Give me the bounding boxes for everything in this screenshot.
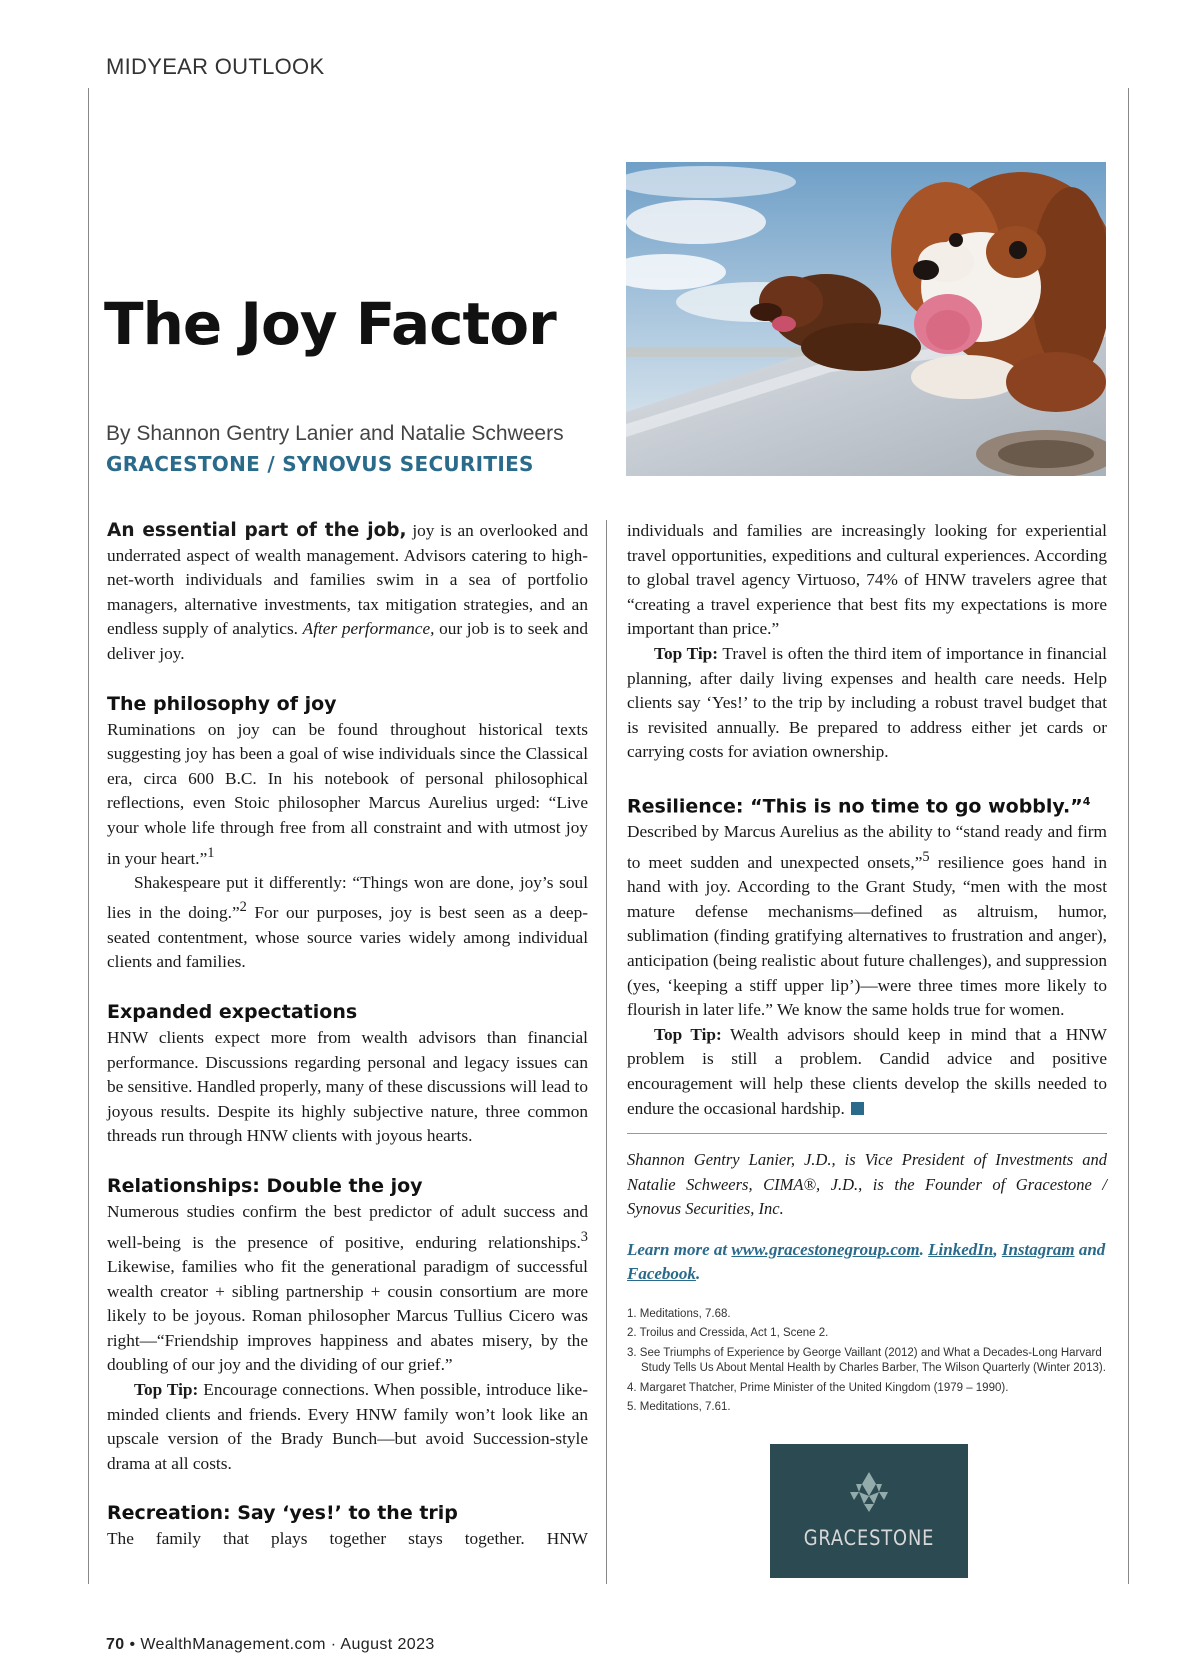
intro-lead: An essential part of the job,	[107, 520, 407, 541]
tip-label: Top Tip:	[654, 1024, 722, 1044]
footnotes-list	[627, 1307, 1107, 1416]
affiliation: GRACESTONE / SYNOVUS SECURITIES	[106, 452, 534, 476]
footer-bullet: •	[124, 1636, 141, 1653]
separator: ,	[993, 1239, 1002, 1259]
learn-more-prefix: Learn more at	[627, 1239, 732, 1259]
right-column	[627, 519, 1107, 1427]
right-column-rule	[1128, 88, 1129, 1584]
relationships-text-b: Likewise, families who fit the generational paradigm of successful wealth creator + sibling partnership + cousin consortium are more likely to be joyous. Roman philosopher Marcus Tullius Cicero was right—“Friendship improves happiness and abates misery, by the doubling of our joy and the dividing of our grief.”	[107, 1256, 588, 1375]
philosophy-paragraph-2	[107, 871, 588, 975]
heading-recreation: Recreation: Say ‘yes!’ to the trip	[107, 1502, 458, 1525]
separator: .	[695, 1264, 701, 1284]
website-link[interactable]: www.gracestonegroup.com	[731, 1239, 920, 1259]
intro-text: joy is an overlooked and underrated aspect of wealth management. Advisors catering to high-net-worth individuals and families swim in a sea of portfolio managers, alternative investments, tax mitigation strategies, and an endless supply of analytics.	[107, 521, 589, 639]
intro-text-end: our job is to seek and deliver joy.	[107, 619, 588, 663]
footnote-ref-3: 3	[580, 1228, 588, 1245]
expanded-paragraph: HNW clients expect more from wealth advisors than financial performance. Discussions regarding personal and legacy issues can be sensitive. Handled properly, many of these discussions will lead to joyous results. Despite its highly subjective nature, three common threads run through HNW clients with joyous hearts.	[107, 1028, 588, 1146]
dogs-on-boat-photo	[626, 162, 1106, 476]
tip-text: Encourage connections. When possible, introduce like-minded clients and friends. Every HNW family won’t look like an upscale version of the Brady Bunch—but avoid Succession-style drama at all costs.	[107, 1379, 588, 1473]
heading-philosophy: The philosophy of joy	[107, 692, 337, 715]
separator: .	[919, 1239, 929, 1259]
tip-label: Top Tip:	[654, 643, 718, 663]
philosophy-text-1: Ruminations on joy can be found throughout historical texts suggesting joy has been a goal of wise individuals since the Classical era, circa 600 B.C. In his notebook of personal philosophical reflections, even Stoic philosopher Marcus Aurelius urged: “Live your whole life through free from all constraint and with utmost joy in your heart.”	[107, 719, 588, 868]
philosophy-paragraph-1	[107, 718, 588, 871]
instagram-link[interactable]: Instagram	[1001, 1239, 1075, 1259]
section-label: MIDYEAR OUTLOOK	[106, 54, 325, 79]
heading-resilience	[627, 790, 1107, 818]
resilience-heading-text: Resilience: “This is no time to go wobbly.”	[627, 795, 1083, 818]
recreation-paragraph-start: The family that plays together stays together. HNW	[107, 1529, 588, 1549]
end-mark-icon	[851, 1102, 864, 1115]
logo-text: GRACESTONE	[803, 1526, 935, 1550]
relationships-text-a: Numerous studies confirm the best predictor of adult success and well-being is the presence of positive, enduring relationships.	[107, 1202, 588, 1252]
footnote-ref-1: 1	[207, 844, 215, 861]
recreation-tip	[627, 642, 1107, 765]
tip-text: Wealth advisors should keep in mind that a HNW problem is still a problem. Candid advice and positive encouragement will help these clients develop the skills needed to endure the occasional hardship.	[627, 1024, 1107, 1118]
author-divider	[627, 1133, 1107, 1134]
linkedin-link[interactable]: LinkedIn	[928, 1239, 994, 1259]
separator: and	[1074, 1239, 1106, 1259]
resilience-text-b: resilience goes hand in hand with joy. According to the Grant Study, “men with the most mature defense mechanisms—defined as altruism, humor, sublimation (finding gratifying alternatives to frustration and anger), anticipation (being realistic about future challenges), and suppression (yes, ‘keeping a stiff upper lip’)—were three times more likely to flourish in later life.” We know the same holds true for women.	[627, 852, 1107, 1020]
intro-italic: After performance,	[302, 619, 435, 639]
footnote-item: 4. Margaret Thatcher, Prime Minister of the United Kingdom (1979 – 1990).	[627, 1381, 1009, 1394]
relationships-paragraph	[107, 1200, 588, 1378]
resilience-text-a: Described by Marcus Aurelius as the ability to “stand ready and firm to meet sudden and unexpected onsets,”	[627, 822, 1107, 872]
gracestone-logo	[770, 1444, 968, 1578]
author-note: Shannon Gentry Lanier, J.D., is Vice President of Investments and Natalie Schweers, CIMA®, J.D., is the Founder of Gracestone / Synovus Securities, Inc.	[627, 1150, 1107, 1219]
facebook-link[interactable]: Facebook	[627, 1264, 696, 1284]
relationships-tip	[107, 1378, 588, 1476]
recreation-paragraph-cont: individuals and families are increasingly looking for experiential travel opportunities, expeditions and cultural experiences. According to global travel agency Virtuoso, 74% of HNW travelers agree that “creating a travel experience that best fits my expectations is more important than price.”	[627, 521, 1107, 639]
left-column-rule	[88, 88, 89, 1584]
tip-text: Travel is often the third item of importance in financial planning, after daily living expenses and health care needs. Help clients say ‘Yes!’ to the trip by including a robust travel budget that is revisited annually. Be prepared to address either jet cards or carrying costs for aviation ownership.	[627, 643, 1107, 762]
footnote-ref-2: 2	[239, 899, 247, 916]
center-column-rule	[606, 520, 607, 1584]
article-title: The Joy Factor	[104, 290, 556, 358]
footnote-item: 3. See Triumphs of Experience by George Vaillant (2012) and What a Decades-Long Harvard Study Tells Us About Mental Health by Charles Barber, The Wilson Quarterly (Winter 2013).	[627, 1346, 1106, 1375]
footnote-ref-4: 4	[1082, 794, 1091, 808]
footnote-item: 5. Meditations, 7.61.	[627, 1401, 731, 1414]
resilience-tip	[627, 1023, 1107, 1121]
footnote-item: 2. Troilus and Cressida, Act 1, Scene 2.	[627, 1327, 829, 1340]
learn-more	[627, 1238, 1107, 1287]
philosophy-text-2b: For our purposes, joy is best seen as a deep-seated contentment, whose source varies widely among individual clients and families.	[107, 903, 588, 972]
heading-relationships: Relationships: Double the joy	[107, 1175, 423, 1197]
philosophy-text-2a: Shakespeare put it differently: “Things won are done, joy’s soul lies in the doing.”	[107, 872, 588, 923]
footer-text: WealthManagement.com · August 2023	[140, 1636, 435, 1653]
left-column	[107, 519, 588, 1552]
tip-label: Top Tip:	[134, 1379, 199, 1399]
heading-expanded: Expanded expectations	[107, 1001, 358, 1024]
intro-paragraph	[107, 519, 588, 667]
dogs-photo-illustration	[626, 162, 1106, 476]
resilience-paragraph	[627, 820, 1107, 1023]
page-number: 70	[106, 1636, 125, 1653]
byline: By Shannon Gentry Lanier and Natalie Schweers	[106, 422, 564, 445]
logo-mark-icon	[770, 1444, 968, 1578]
footnote-item: 1. Meditations, 7.68.	[627, 1307, 731, 1320]
footnote-ref-5: 5	[922, 848, 930, 865]
page-footer	[106, 1636, 435, 1654]
